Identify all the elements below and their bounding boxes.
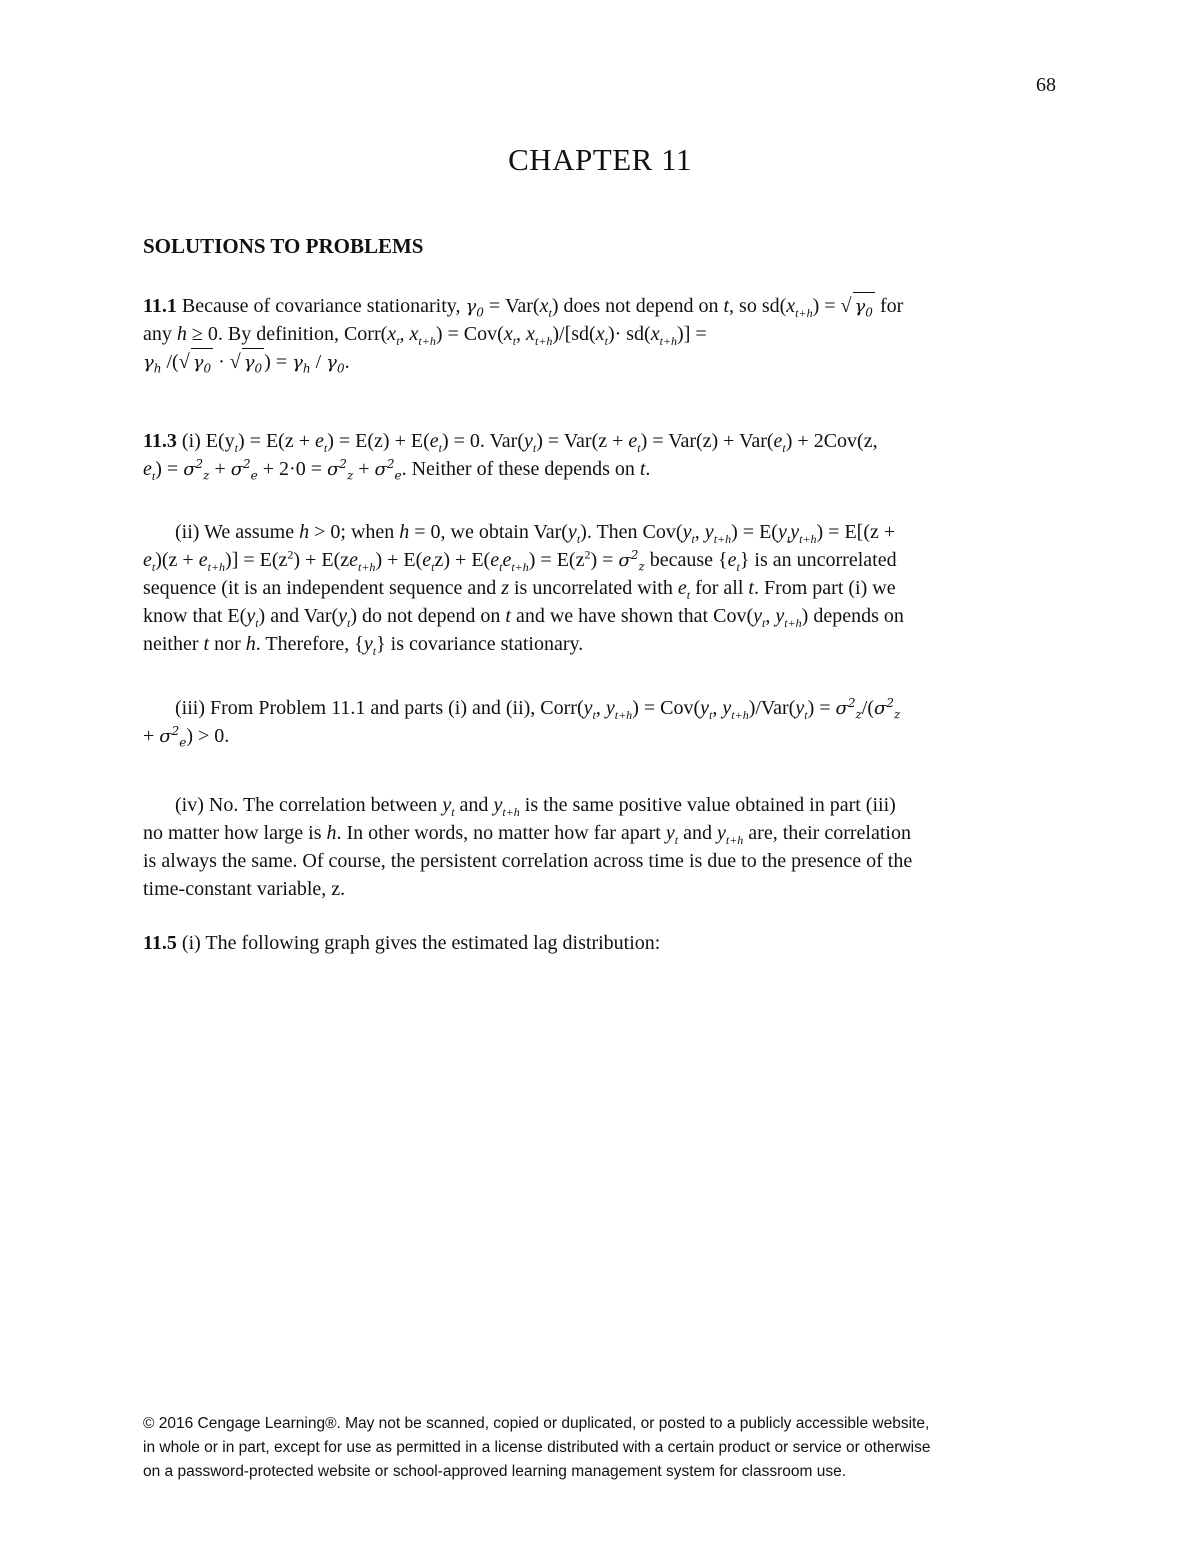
problem-11-1-line-3: $\gamma_h$ /(√ $\gamma_0$ · √ $\gamma_0$ ) = $\gamma_h / \gamma_0$. — [143, 348, 1063, 376]
problem-label: 11.5 — [143, 932, 177, 954]
problem-11-5: 11.5 (i) The following graph gives the estimated lag distribution: — [143, 932, 661, 954]
problem-label: 11.3 — [143, 430, 177, 452]
problem-11-3-part-iv: (iv) No. The correlation between $y_t$ and $y_{t+h}$ is the same positive value obtained in part (iii) no matter how large is h. In other words, no matter how far apart $y_t$ and $y_{t+h}$ are, their correlation is always the same. Of course, the persistent correlation across time is due to the presence of the time-constant variable, z. — [143, 794, 913, 900]
problem-11-3-part-i: 11.3 (i) $E(y_t) = E(z + e_t) = E(z) + E(e_t) = 0$. $Var(y_t) = Var(z + e_t) = Var(z) + Var(e_t) + 2Cov(z$, $e_t) = \sigma^2_z + \sigma^2_e + 2\cdot 0 = \sigma^2_z + \sigma^2_e$. Neither of these depends on t. — [143, 430, 878, 483]
copyright-footer: © 2016 Cengage Learning®. May not be scanned, copied or duplicated, or posted to a publicly accessible website, in whole or in part, except for use as permitted in a license distributed with a certain product or service or otherwise on a password-protected website or school-approved learning management system for classroom use. — [143, 1415, 931, 1480]
section-heading: SOLUTIONS TO PROBLEMS — [143, 234, 424, 258]
chapter-title: CHAPTER 11 — [508, 142, 692, 177]
problem-11-3-part-ii: (ii) We assume h > 0; when h = 0, we obtain $Var(y_t)$. Then $Cov(y_t$, $y_{t+h}) = E(y_ty_{t+h}) = E[(z$ + $e_t)(z + e_{t+h})] = E(z^2) + E(ze_{t+h}) + E(e_tz) + E(e_te_{t+h}) = E(z^2) = \sigma^2_z$ because $\{e_t\}$ is an uncorrelated sequence (it is an independent sequence and z is uncorrelated with $e_t$ for all t. From part (i) we know that $E(y_t)$ and $Var(y_t)$ do not depend on t and we have shown that $Cov(y_t$, $y_{t+h}$) depends on neither t nor h. Therefore, $\{y_t\}$ is covariance stationary. — [143, 521, 904, 658]
problem-11-1 — [143, 292, 1063, 376]
problem-label: 11.1 — [143, 295, 177, 317]
problem-11-1-line-2: any h ≥ 0. By definition, $Corr(x_t$, $x_{t+h}) = Cov(x_t$, $x_{t+h})/[sd(x_t)\cdot sd(x_{t+h})]$ = — [143, 323, 707, 348]
problem-11-3-part-iii: (iii) From Problem 11.1 and parts (i) and (ii), $Corr(y_t$, $y_{t+h}) = Cov(y_t$, $y_{t+h})/Var(y_t) = \sigma^2_z/(\sigma^2_z$ + $\sigma^2_e) > 0$. — [143, 696, 901, 750]
page-number: 68 — [1036, 74, 1056, 96]
problem-11-1-line-1: 11.1 Because of covariance stationarity, $\gamma_0 = Var(x_t)$ does not depend on t, so $sd(x_{t+h})$ = √ $\gamma_0$ for — [143, 292, 1063, 320]
